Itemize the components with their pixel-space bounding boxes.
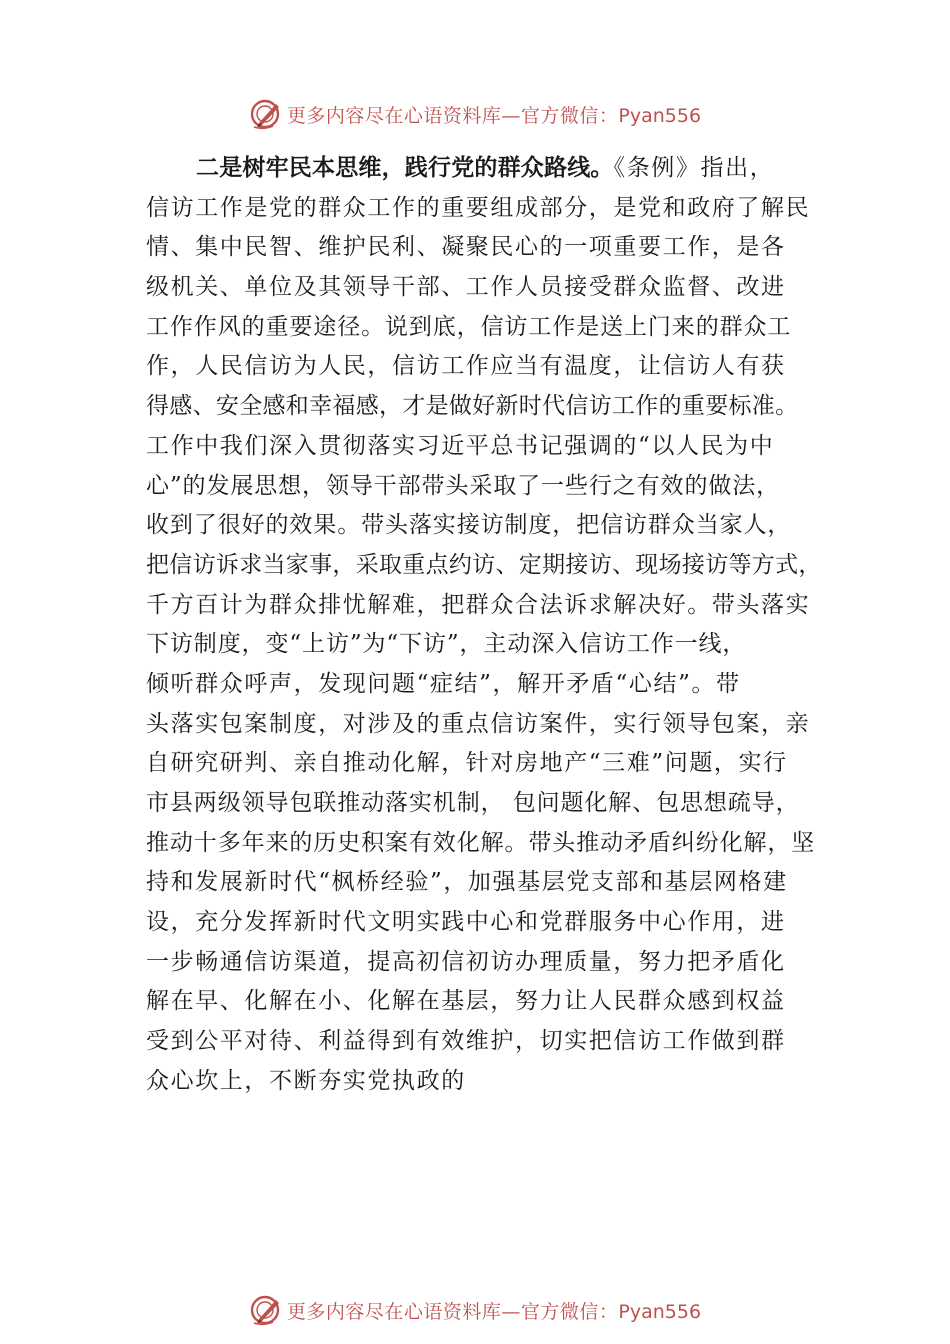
paragraph-line: 作，人民信访为人民，信访工作应当有温度，让信访人有获 [146, 353, 786, 380]
paragraph-line: 心”的发展思想，领导干部带头采取了一些行之有效的做法， [146, 472, 781, 499]
paragraph-lead: 二是树牢民本思维，践行党的群众路线。 [196, 155, 614, 181]
paragraph-line: 一步畅通信访渠道，提高初信初访办理质量，努力把矛盾化 [146, 948, 786, 975]
pen-seal-icon [249, 1293, 283, 1327]
paragraph-line: 推动十多年来的历史积案有效化解。带头推动矛盾纠纷化解，坚 [146, 829, 816, 856]
paragraph-line: 二是树牢民本思维，践行党的群众路线。《条例》指出， [196, 155, 775, 181]
banner-text: 更多内容尽在心语资料库—官方微信：Pyan556 [286, 1300, 702, 1323]
paragraph-line: 解在早、化解在小、化解在基层，努力让人民群众感到权益 [146, 988, 786, 1015]
paragraph-line: 工作中我们深入贯彻落实习近平总书记强调的“以人民为中 [146, 432, 775, 459]
paragraph-line: 头落实包案制度，对涉及的重点信访案件，实行领导包案，亲 [146, 710, 811, 737]
paragraph-line: 自研究研判、亲自推动化解，针对房地产“三难”问题，实行 [146, 750, 788, 777]
paragraph-line: 下访制度，变“上访”为“下访”，主动深入信访工作一线， [146, 631, 747, 658]
footer-banner [0, 1290, 950, 1330]
document-body [146, 149, 846, 1102]
paragraph-line: 收到了很好的效果。带头落实接访制度，把信访群众当家人， [146, 512, 792, 539]
paragraph-line: 市县两级领导包联推动落实机制， 包问题化解、包思想疏导， [146, 790, 800, 816]
paragraph-line: 设，充分发挥新时代文明实践中心和党群服务中心作用，进 [146, 909, 786, 936]
paragraph-line: 级机关、单位及其领导干部、工作人员接受群众监督、改进 [146, 274, 786, 301]
paragraph-line: 把信访诉求当家事，采取重点约访、定期接访、现场接访等方式， [146, 551, 822, 578]
paragraph-line: 千方百计为群众排忧解难，把群众合法诉求解决好。带头落实 [146, 591, 811, 618]
paragraph-line: 情、集中民智、维护民利、凝聚民心的一项重要工作，是各 [146, 234, 786, 261]
paragraph-line: 得感、安全感和幸福感，才是做好新时代信访工作的重要标准。 [146, 393, 799, 420]
wechat-id: Pyan556 [618, 1300, 702, 1323]
paragraph-line: 持和发展新时代“枫桥经验”，加强基层党支部和基层网格建 [146, 869, 788, 896]
paragraph-line: 众心坎上，不断夯实党执政的 [146, 1067, 466, 1094]
paragraph-line: 倾听群众呼声，发现问题“症结”，解开矛盾“心结”。带 [146, 670, 741, 697]
paragraph-line: 工作作风的重要途径。说到底，信访工作是送上门来的群众工 [146, 313, 792, 340]
paragraph-line: 信访工作是党的群众工作的重要组成部分，是党和政府了解民 [146, 194, 811, 221]
header-banner [0, 94, 950, 134]
wechat-id: Pyan556 [618, 104, 702, 127]
paragraph-line: 受到公平对待、利益得到有效维护，切实把信访工作做到群 [146, 1028, 786, 1055]
pen-seal-icon [249, 97, 283, 131]
banner-text: 更多内容尽在心语资料库—官方微信：Pyan556 [286, 104, 702, 127]
